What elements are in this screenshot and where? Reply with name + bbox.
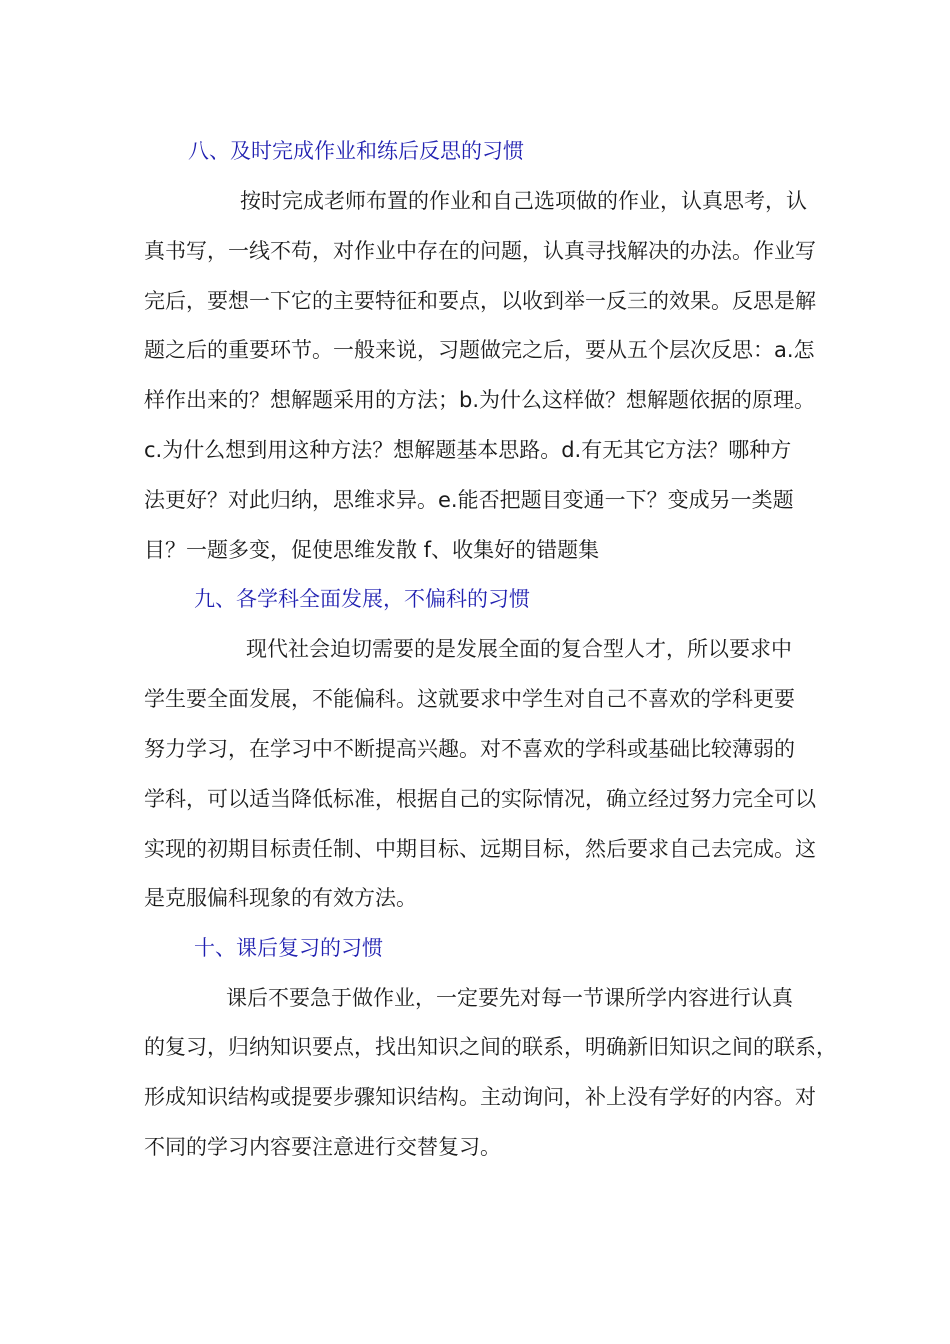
- paragraph-line: 努力学习，在学习中不断提高兴趣。对不喜欢的学科或基础比较薄弱的: [144, 737, 795, 761]
- paragraph-line: 现代社会迫切需要的是发展全面的复合型人才，所以要求中: [246, 637, 792, 661]
- paragraph-line: 学生要全面发展，不能偏科。这就要求中学生对自己不喜欢的学科更要: [144, 687, 795, 711]
- paragraph-line: 样作出来的？想解题采用的方法；b.为什么这样做？想解题依据的原理。: [144, 388, 816, 412]
- section-heading-9: 九、各学科全面发展，不偏科的习惯: [194, 587, 530, 611]
- paragraph-line: 学科，可以适当降低标准，根据自己的实际情况，确立经过努力完全可以: [144, 787, 816, 811]
- paragraph-line: 实现的初期目标责任制、中期目标、远期目标，然后要求自己去完成。这: [144, 837, 816, 861]
- section-heading-8: 八、及时完成作业和练后反思的习惯: [188, 139, 524, 163]
- paragraph-line: 按时完成老师布置的作业和自己选项做的作业，认真思考，认: [240, 189, 807, 213]
- paragraph-line: c.为什么想到用这种方法？想解题基本思路。d.有无其它方法？哪种方: [144, 438, 792, 462]
- section-heading-10: 十、课后复习的习惯: [194, 936, 383, 960]
- paragraph-line: 不同的学习内容要注意进行交替复习。: [144, 1135, 501, 1159]
- paragraph-line: 是克服偏科现象的有效方法。: [144, 886, 417, 910]
- paragraph-line: 课后不要急于做作业，一定要先对每一节课所学内容进行认真: [226, 986, 793, 1010]
- paragraph-line: 形成知识结构或提要步骤知识结构。主动询问，补上没有学好的内容。对: [144, 1085, 816, 1109]
- paragraph-line: 目？一题多变，促使思维发散 f、收集好的错题集: [144, 538, 600, 562]
- paragraph-line: 题之后的重要环节。一般来说，习题做完之后，要从五个层次反思：a.怎: [144, 338, 815, 362]
- paragraph-line: 法更好？对此归纳，思维求异。e.能否把题目变通一下？变成另一类题: [144, 488, 794, 512]
- paragraph-line: 完后，要想一下它的主要特征和要点，以收到举一反三的效果。反思是解: [144, 289, 816, 313]
- paragraph-line: 真书写，一线不苟，对作业中存在的问题，认真寻找解决的办法。作业写: [144, 239, 816, 263]
- paragraph-line: 的复习，归纳知识要点，找出知识之间的联系，明确新旧知识之间的联系，: [144, 1035, 837, 1059]
